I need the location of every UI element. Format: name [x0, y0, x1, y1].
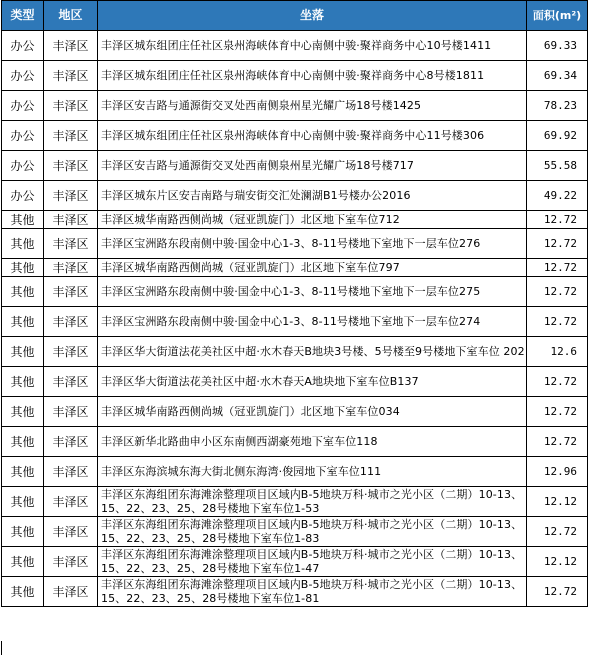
- cell-type: 其他: [2, 547, 44, 577]
- cell-area: 55.58: [527, 151, 588, 181]
- cell-address: 丰泽区安吉路与通源街交叉处西南侧泉州星光耀广场18号楼1425: [98, 91, 527, 121]
- table-continuation: [1, 641, 588, 655]
- cell-district: 丰泽区: [44, 229, 98, 259]
- cell-address: 丰泽区华大街道法花美社区中超·水木春天B地块3号楼、5号楼至9号楼地下室车位 202: [98, 337, 527, 367]
- table-row: [2, 337, 588, 367]
- cell-address: 丰泽区城东片区安吉南路与瑞安街交汇处澜湖B1号楼办公2016: [98, 181, 527, 211]
- cell-district: 丰泽区: [44, 181, 98, 211]
- cell-district: 丰泽区: [44, 457, 98, 487]
- cell-district: 丰泽区: [44, 61, 98, 91]
- cell-type: 其他: [2, 307, 44, 337]
- table-row: [2, 307, 588, 337]
- cell-district: 丰泽区: [44, 367, 98, 397]
- cell-district: 丰泽区: [44, 487, 98, 517]
- table-row: [2, 277, 588, 307]
- cell-district: 丰泽区: [44, 307, 98, 337]
- cell-type: 其他: [2, 337, 44, 367]
- cell-district: 丰泽区: [44, 337, 98, 367]
- cell-area: 12.96: [527, 457, 588, 487]
- cell-type: 其他: [2, 457, 44, 487]
- cell-address: 丰泽区新华北路曲申小区东南侧西湖豪苑地下室车位118: [98, 427, 527, 457]
- table-row: [2, 547, 588, 577]
- cell-address: 丰泽区安吉路与通源街交叉处西南侧泉州星光耀广场18号楼717: [98, 151, 527, 181]
- table-row: [2, 517, 588, 547]
- cell-address: 丰泽区城东组团庄任社区泉州海峡体育中心南侧中骏·聚祥商务中心11号楼306: [98, 121, 527, 151]
- property-table: [1, 0, 588, 607]
- cell-address: 丰泽区城东组团庄任社区泉州海峡体育中心南侧中骏·聚祥商务中心8号楼1811: [98, 61, 527, 91]
- table-row: [2, 31, 588, 61]
- cell-type: 其他: [2, 277, 44, 307]
- table-header-row: [2, 1, 588, 31]
- cell-district: 丰泽区: [44, 121, 98, 151]
- cell-district: 丰泽区: [44, 259, 98, 277]
- header-address: 坐落: [98, 1, 527, 31]
- cell-address: 丰泽区城华南路西侧尚城（冠亚凯旋门）北区地下室车位712: [98, 211, 527, 229]
- cell-type: 其他: [2, 367, 44, 397]
- cell-area: 12.72: [527, 577, 588, 607]
- cell-type: 其他: [2, 229, 44, 259]
- cell-address: 丰泽区东海组团东海滩涂整理项目区域内B-5地块万科·城市之光小区（二期）10-13、15、22、23、25、28号楼地下室车位1-47: [98, 547, 527, 577]
- cell-area: 12.72: [527, 277, 588, 307]
- cell-type: 其他: [2, 427, 44, 457]
- cell-address: 丰泽区城华南路西侧尚城（冠亚凯旋门）北区地下室车位797: [98, 259, 527, 277]
- table-body: [2, 31, 588, 607]
- header-type: 类型: [2, 1, 44, 31]
- cell-area: 78.23: [527, 91, 588, 121]
- cell-address: 丰泽区东海滨城东海大街北侧东海湾·俊园地下室车位111: [98, 457, 527, 487]
- cell-type: 办公: [2, 91, 44, 121]
- cell-type: 其他: [2, 211, 44, 229]
- cell-address: 丰泽区东海组团东海滩涂整理项目区域内B-5地块万科·城市之光小区（二期）10-13、15、22、23、25、28号楼地下室车位1-53: [98, 487, 527, 517]
- cell-area: 12.72: [527, 211, 588, 229]
- cell-address: 丰泽区城华南路西侧尚城（冠亚凯旋门）北区地下室车位034: [98, 397, 527, 427]
- cell-type: 办公: [2, 151, 44, 181]
- cell-district: 丰泽区: [44, 277, 98, 307]
- table-row: [2, 457, 588, 487]
- table-row: [2, 91, 588, 121]
- header-district: 地区: [44, 1, 98, 31]
- cell-type: 其他: [2, 577, 44, 607]
- table-row: [2, 181, 588, 211]
- table-row: [2, 487, 588, 517]
- table-row: [2, 397, 588, 427]
- cell-area: 12.72: [527, 259, 588, 277]
- cell-area: 12.72: [527, 397, 588, 427]
- table-row: [2, 427, 588, 457]
- cell-address: 丰泽区华大街道法花美社区中超·水木春天A地块地下室车位B137: [98, 367, 527, 397]
- cell-district: 丰泽区: [44, 31, 98, 61]
- cell-area: 12.72: [527, 367, 588, 397]
- cell-address: 丰泽区宝洲路东段南侧中骏·国金中心1-3、8-11号楼地下室地下一层车位276: [98, 229, 527, 259]
- cell-area: 12.6: [527, 337, 588, 367]
- cell-district: 丰泽区: [44, 91, 98, 121]
- cell-district: 丰泽区: [44, 577, 98, 607]
- cell-district: 丰泽区: [44, 211, 98, 229]
- cell-area: 12.72: [527, 229, 588, 259]
- cell-type: 其他: [2, 397, 44, 427]
- table-row: [2, 121, 588, 151]
- cell-area: 69.34: [527, 61, 588, 91]
- cell-address: 丰泽区东海组团东海滩涂整理项目区域内B-5地块万科·城市之光小区（二期）10-13、15、22、23、25、28号楼地下室车位1-81: [98, 577, 527, 607]
- table-row: [2, 577, 588, 607]
- cell-address: 丰泽区城东组团庄任社区泉州海峡体育中心南侧中骏·聚祥商务中心10号楼1411: [98, 31, 527, 61]
- table-row: [2, 151, 588, 181]
- cell-type: 其他: [2, 487, 44, 517]
- table-row: [2, 61, 588, 91]
- cell-district: 丰泽区: [44, 427, 98, 457]
- cell-area: 12.12: [527, 487, 588, 517]
- table-row: [2, 229, 588, 259]
- cell-address: 丰泽区东海组团东海滩涂整理项目区域内B-5地块万科·城市之光小区（二期）10-13、15、22、23、25、28号楼地下室车位1-83: [98, 517, 527, 547]
- cell-area: 12.72: [527, 427, 588, 457]
- cell-address: 丰泽区宝洲路东段南侧中骏·国金中心1-3、8-11号楼地下室地下一层车位275: [98, 277, 527, 307]
- cell-district: 丰泽区: [44, 397, 98, 427]
- cell-type: 办公: [2, 31, 44, 61]
- cell-type: 办公: [2, 121, 44, 151]
- cell-district: 丰泽区: [44, 517, 98, 547]
- cell-area: 49.22: [527, 181, 588, 211]
- cell-type: 其他: [2, 259, 44, 277]
- cell-area: 69.92: [527, 121, 588, 151]
- cell-area: 69.33: [527, 31, 588, 61]
- cell-area: 12.72: [527, 307, 588, 337]
- table-row: [2, 367, 588, 397]
- cell-type: 办公: [2, 181, 44, 211]
- cell-area: 12.12: [527, 547, 588, 577]
- cell-address: 丰泽区宝洲路东段南侧中骏·国金中心1-3、8-11号楼地下室地下一层车位274: [98, 307, 527, 337]
- cell-type: 办公: [2, 61, 44, 91]
- table-row: [2, 211, 588, 229]
- header-area: 面积(m²): [527, 1, 588, 31]
- cell-area: 12.72: [527, 517, 588, 547]
- table-row: [2, 259, 588, 277]
- cell-type: 其他: [2, 517, 44, 547]
- cell-district: 丰泽区: [44, 151, 98, 181]
- cell-district: 丰泽区: [44, 547, 98, 577]
